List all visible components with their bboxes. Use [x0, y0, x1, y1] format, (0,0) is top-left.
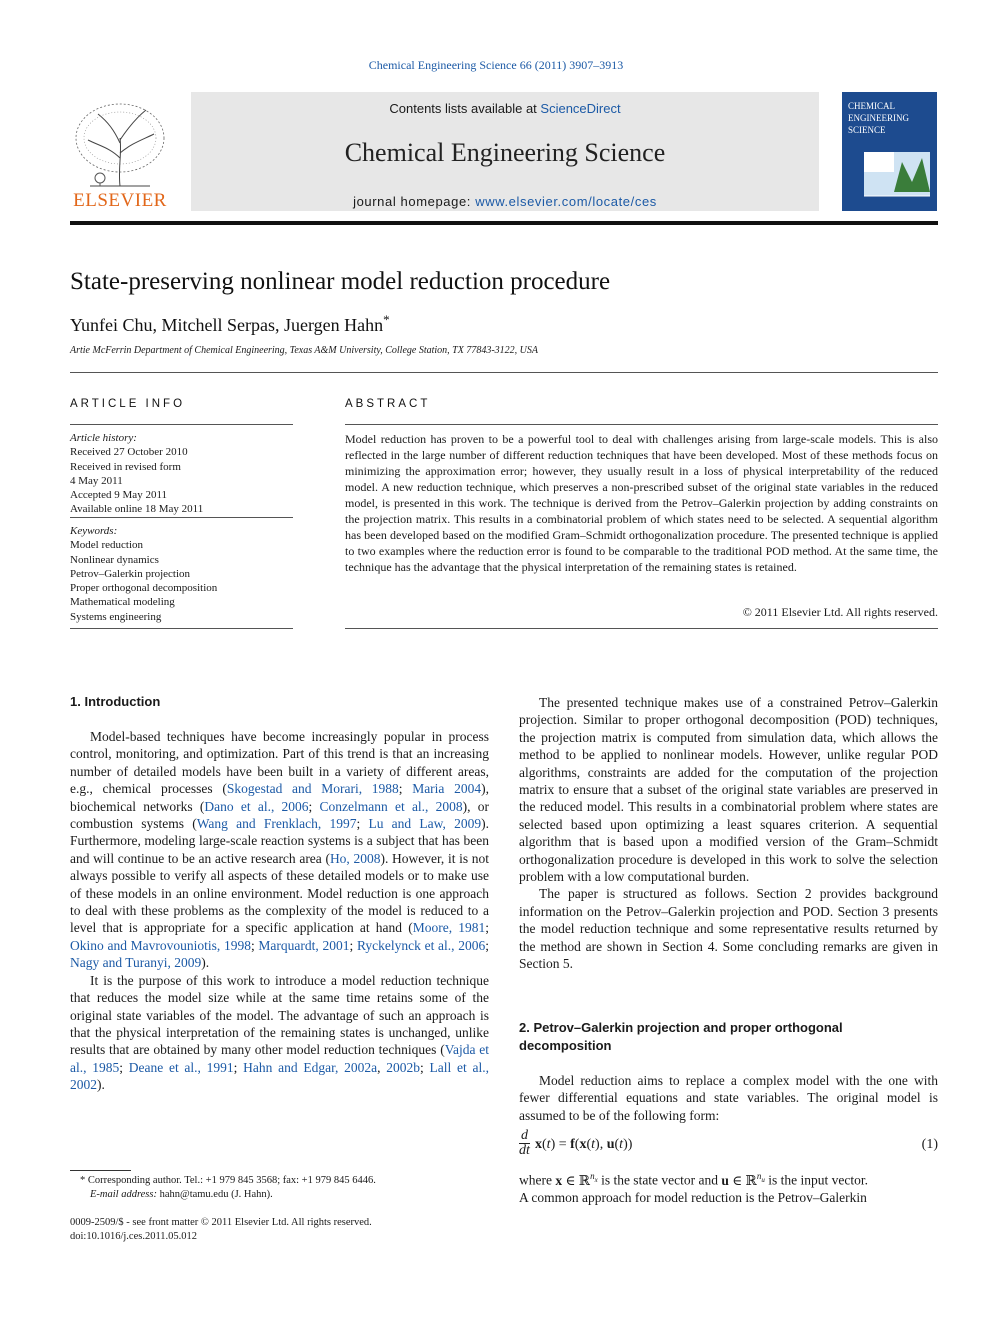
citation-link[interactable]: Maria 2004 — [412, 781, 482, 797]
header-rule — [70, 221, 938, 225]
citation-link[interactable]: 2002b — [386, 1059, 421, 1075]
text-fragment: ; — [356, 816, 369, 832]
citation-link[interactable]: Deane et al., 1991 — [128, 1059, 234, 1075]
keyword: Petrov–Galerkin projection — [70, 567, 191, 580]
abstract-text: Model reduction has proven to be a powerful tool to deal with challenges arising from large-scale models. This is also reflected in the large number of different reduction techniques that have been developed. Most of these methods focus on minimizing the approximation error; however, they usually result in a loss of physical interpretability of the reduced model. A new reduction technique, which preserves a non-prescribed subset of the original state variables in the reduced model, is presented in this work. The technique is derived from the Petrov–Galerkin projection by adding constraints on the projection matrix. This results in a combinatorial problem of which states need to be selected. A sequential algorithm has been developed based on the modified Gram–Schmidt orthogonalization procedure. The presented technique is applied to two examples where the reduction error is found to be comparable to the traditional POD method. At the same time, the technique has the advantage that the physical interpretation of the remaining states is retained. — [345, 432, 938, 574]
citation-link[interactable]: Lu and Law, 2009 — [368, 816, 482, 832]
author-list — [70, 312, 390, 336]
keyword: Proper orthogonal decomposition — [70, 582, 218, 595]
keywords-rule — [70, 517, 293, 518]
equation-number: (1) — [921, 1137, 938, 1152]
corresponding-text: Corresponding author. Tel.: +1 979 845 3568; fax: +1 979 845 6446. — [87, 1175, 376, 1186]
citation-link[interactable]: Lall et al., 2002 — [70, 1059, 489, 1093]
equation-1 — [519, 1129, 938, 1163]
left-column — [70, 728, 489, 1094]
citation-link[interactable]: Wang and Frenklach, 1997 — [196, 816, 357, 832]
text-fragment: ; — [485, 937, 489, 953]
front-matter — [70, 1216, 489, 1244]
citation-link[interactable]: Moore, 1981 — [412, 920, 486, 936]
cover-title-line: SCIENCE — [848, 125, 886, 135]
citation-link[interactable]: Ryckelynck et al., 2006 — [356, 937, 486, 953]
vector-definition-line — [519, 1168, 938, 1189]
keyword: Systems engineering — [70, 610, 162, 623]
derivative-operator: d dt — [519, 1128, 530, 1158]
publisher-wordmark: ELSEVIER — [73, 190, 167, 211]
text-fragment: ; — [485, 920, 489, 936]
journal-homepage — [191, 194, 819, 209]
history-label: Article history: — [70, 432, 137, 444]
text-fragment: ; — [250, 937, 259, 953]
text-fragment: ). Furthermore, modeling large-scale reaction systems is a subject that has been and will continue to be an active research area ( — [70, 816, 490, 866]
text-fragment: ; — [119, 1059, 129, 1075]
corresponding-author-mark[interactable]: * — [383, 312, 390, 327]
citation-link[interactable]: Conzelmann et al., 2008 — [319, 798, 463, 814]
keyword: Nonlinear dynamics — [70, 553, 159, 566]
abstract-bottom-rule — [345, 628, 938, 629]
citation-link[interactable]: Hahn and Edgar, 2002a — [243, 1059, 378, 1075]
section-2-paragraph — [519, 1072, 938, 1124]
keywords — [70, 524, 293, 624]
right-column — [519, 694, 938, 973]
intro-paragraph-3: The presented technique makes use of a constrained Petrov–Galerkin projection. Similar to proper orthogonal decomposition (POD) techniques, the projection matrix is computed from simulation data, which allows the method to be applied to nonlinear models. However, unlike regular POD algorithms, constraints are added for the computation of the projection matrix to ensure that a subset of the original state variables are preserved in the reduced model. This results in a combinatorial problem where states are selected based upon optimizing a least squares criterion. A sequential algorithm that is based upon a modified version of the Gram–Schmidt orthogonalization procedure is developed in this work to solve the selection problem with a low computational burden. — [519, 695, 938, 885]
citation-link[interactable]: Nagy and Turanyi, 2009 — [70, 955, 202, 971]
keyword: Mathematical modeling — [70, 596, 175, 609]
citation-link[interactable]: Ho, 2008 — [329, 850, 381, 866]
section-2-heading-line: decomposition — [519, 1038, 612, 1053]
cover-title — [848, 100, 936, 136]
contents-line — [191, 101, 819, 116]
keyword: Model reduction — [70, 539, 144, 552]
article-info-rule — [70, 424, 293, 425]
text-fragment: It is the purpose of this work to introduce a model reduction technique that reduces the model size while at the same time retains some of the original state variables of the model. The advantage of such an approach is that the physical interpretation of the remaining states is unchanged, unlike results that are obtained by many other model reduction techniques ( — [70, 972, 489, 1058]
cover-title-line: CHEMICAL — [848, 101, 895, 111]
citation-link[interactable]: Marquardt, 2001 — [258, 937, 350, 953]
text-fragment: ), biochemical networks ( — [70, 781, 489, 814]
section-2-heading-line: 2. Petrov–Galerkin projection and proper orthogonal — [519, 1020, 843, 1035]
text-fragment: ). However, it is not always possible to verify all aspects of these detailed models or to make use of these models in an online environment. Model reduction is one approach to deal with these problems as the complexity of the model is reduced to a level that is appropriate for a specific application at hand ( — [70, 850, 489, 936]
text-fragment: , — [377, 1059, 387, 1075]
text-fragment: ; — [233, 1059, 244, 1075]
citation-link[interactable]: Dano et al., 2006 — [204, 798, 309, 814]
corresponding-note — [70, 1174, 489, 1188]
state-vector-symbol: x ∈ ℝ$^{n_x}$ — [555, 1171, 598, 1188]
email-note — [70, 1188, 489, 1202]
history-item: Available online 18 May 2011 — [70, 503, 204, 516]
affiliation: Artie McFerrin Department of Chemical Engineering, Texas A&M University, College Station, TX 77843-3122, USA — [70, 345, 538, 356]
sciencedirect-link[interactable]: ScienceDirect — [540, 101, 621, 116]
issn-line: 0009-2509/$ - see front matter © 2011 Elsevier Ltd. All rights reserved. — [70, 1217, 372, 1228]
abstract-copyright: © 2011 Elsevier Ltd. All rights reserved. — [742, 605, 938, 619]
article-history — [70, 431, 293, 517]
text-fragment: ; — [398, 781, 413, 797]
journal-title: Chemical Engineering Science — [344, 138, 666, 167]
article-title: State-preserving nonlinear model reduction procedure — [70, 268, 611, 295]
doi-line[interactable]: doi:10.1016/j.ces.2011.05.012 — [70, 1231, 198, 1242]
title-rule — [70, 372, 938, 373]
text-fragment: where — [519, 1172, 556, 1188]
keywords-label: Keywords: — [70, 525, 118, 537]
history-item: Accepted 9 May 2011 — [70, 489, 168, 502]
info-bottom-rule — [70, 628, 293, 629]
equation-body: x(t) = f(x(t), u(t)) — [535, 1137, 633, 1152]
contents-prefix: Contents lists available at — [389, 101, 541, 116]
section-2-text: Model reduction aims to replace a complex model with the one with fewer differential equations and state variables. The original model is assumed to be of the following form: — [519, 1073, 938, 1123]
authors: Yunfei Chu, Mitchell Serpas, Juergen Hahn — [70, 315, 384, 335]
text-fragment: is the state vector and — [597, 1172, 722, 1188]
author-email[interactable]: hahn@tamu.edu (J. Hahn). — [159, 1189, 273, 1200]
text-fragment: ), or combustion systems ( — [70, 798, 489, 832]
abstract-rule — [345, 424, 938, 425]
text-fragment: ; — [420, 1059, 430, 1075]
footnote-star: * — [80, 1175, 86, 1186]
intro-paragraph-4: The paper is structured as follows. Section 2 provides background information on the Petrov–Galerkin projection and POD. Section 3 presents the model reduction technique and some representative results returned by the method are shown in Section 4. Some concluding remarks are given in Section 5. — [519, 886, 938, 972]
abstract-heading: ABSTRACT — [345, 398, 431, 410]
cover-title-line: ENGINEERING — [848, 113, 909, 123]
homepage-link[interactable]: www.elsevier.com/locate/ces — [475, 194, 657, 209]
citation-link[interactable]: Okino and Mavrovouniotis, 1998 — [70, 937, 251, 953]
section-1-heading: 1. Introduction — [70, 694, 161, 709]
text-fragment: ). — [201, 955, 210, 971]
text-fragment: is the input vector. — [764, 1172, 868, 1188]
journal-citation[interactable]: Chemical Engineering Science 66 (2011) 3907–3913 — [368, 58, 624, 72]
history-item: 4 May 2011 — [70, 474, 123, 487]
footnotes — [70, 1174, 489, 1202]
homepage-prefix: journal homepage: — [353, 194, 476, 209]
intro-paragraph-2 — [70, 972, 489, 1094]
footnote-rule — [70, 1170, 131, 1171]
email-label: E-mail address: — [90, 1189, 157, 1200]
text-fragment: ). — [97, 1077, 105, 1093]
section-2-continuation — [519, 1168, 938, 1207]
text-fragment: ; — [349, 937, 357, 953]
history-item: Received in revised form — [70, 460, 181, 473]
text-fragment: Model-based techniques have become increasingly popular in process control, monitoring, and optimization. Part of this trend is that an increasing number of detailed models have been built in a variety of different areas, e.g., chemical processes ( — [70, 729, 489, 797]
text-fragment: ; — [308, 798, 320, 814]
continuation-line: A common approach for model reduction is the Petrov–Galerkin — [519, 1190, 867, 1206]
citation-link[interactable]: Vajda et al., 1985 — [70, 1042, 490, 1075]
article-info-heading: ARTICLE INFO — [70, 398, 186, 410]
section-2-heading — [519, 1019, 843, 1055]
intro-paragraph-1 — [70, 728, 489, 972]
history-item: Received 27 October 2010 — [70, 446, 188, 459]
citation-link[interactable]: Skogestad and Morari, 1988 — [226, 781, 399, 797]
input-vector-symbol: u ∈ ℝ$^{n_u}$ — [721, 1171, 765, 1188]
